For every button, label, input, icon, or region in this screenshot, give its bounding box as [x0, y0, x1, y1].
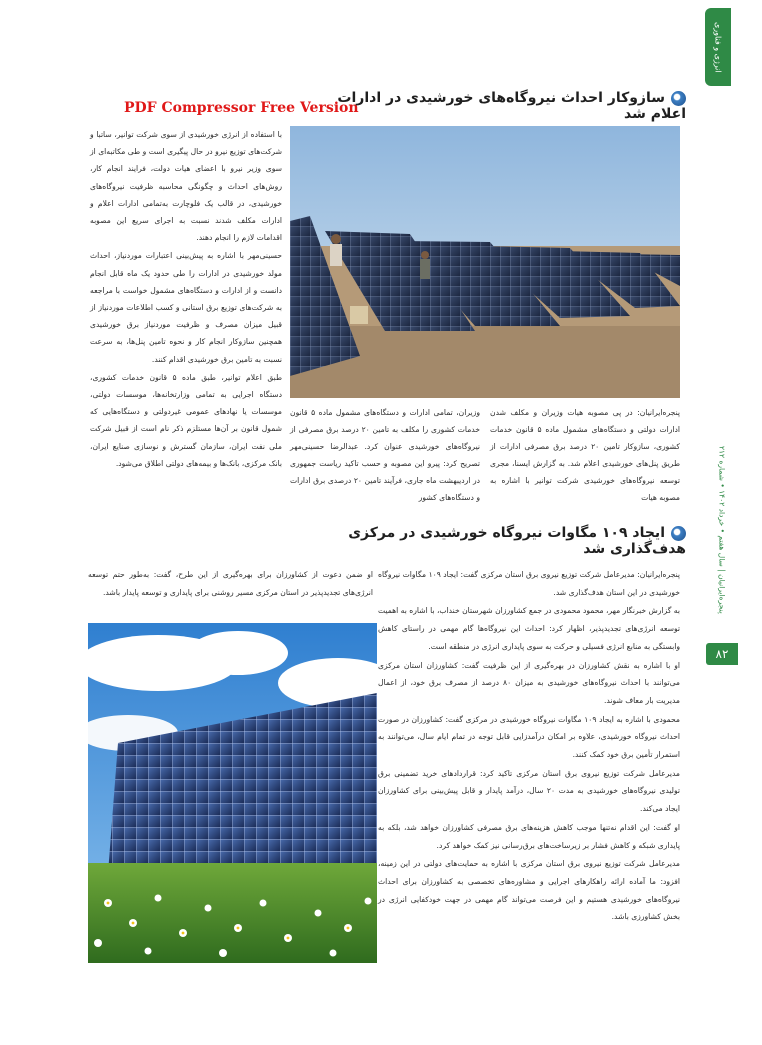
- article1-column-2: وزیران، تمامی ادارات و دستگاه‌های مشمول ماده ۵ قانون خدمات کشوری را مکلف به تامین ۲۰ درصد برق مصرفی از نیروگاه‌های خورشیدی عنوان کرد. عبدالرضا حسینی‌مهر تصریح کرد: پیرو این مصوبه و حسب تاکید ریاست جمهوری در اردیبهشت ماه جاری، فرآیند تامین ۲۰ درصدی برق ادارات و دستگاه‌های کشور: [290, 408, 480, 502]
- article1-column-1: پنجره‌ایرانیان: در پی مصوبه هیات وزیران و مکلف شدن ادارات دولتی و دستگاه‌های مشمول ماده ۵ قانون خدمات کشوری، سازوکار تامین ۲۰ درصد برق مصرفی ادارات از طریق پنل‌های خورشیدی اعلام شد. به گزارش ایسنا، مجری توسعه نیروگاه‌های خورشیدی شرکت توانیر با اشاره به مصوبه هیات: [490, 408, 680, 502]
- paragraph: مدیرعامل شرکت توزیع نیروی برق استان مرکزی با اشاره به حمایت‌های دولتی در این زمینه، افزود: ما آماده ارائه راهکارهای اجرایی و مشاوره‌های تخصصی به کشاورزان برای احداث نیروگاه‌های خورشیدی هستیم و این فرصت می‌تواند گام مهمی در جهت خودکفایی انرژی در بخش کشاورزی باشد.: [378, 859, 680, 922]
- headline-bullet-icon: [671, 91, 686, 106]
- article1-headline: [300, 90, 686, 122]
- article2-headline: [280, 525, 686, 557]
- paragraph: او گفت: این اقدام نه‌تنها موجب کاهش هزینه‌های برق مصرفی کشاورزان خواهد شد، بلکه به پایداری شبکه و کاهش فشار بر زیرساخت‌های برق‌رسانی نیز کمک خواهد کرد.: [378, 822, 680, 850]
- headline-bullet-icon: [671, 526, 686, 541]
- paragraph: با استفاده از انرژی خورشیدی از سوی شرکت توانیر، ساتبا و شرکت‌های توزیع نیرو در حال پیگیری است و طی مکاتبه‌ای از سوی وزیر نیرو با اعضای هیات دولت، فرایند انجام کار، روش‌های احداث و چگونگی محاسبه ظرفیت نیروگاه‌های خورشیدی، در قالب یک فلوچارت به‌تمامی ادارات اعلام و ادارات مکلف شدند نسبت به اجرای سریع این مصوبه اقدامات لازم را انجام دهند.: [90, 130, 282, 243]
- issue-info-text: پنجره‌ایرانیان | سال هفتم • خرداد ۱۴۰۲ • شماره ۲۱۲: [717, 446, 727, 614]
- watermark: PDF Compressor Free Version: [124, 100, 359, 116]
- section-tab-label: انرژی و فناوری: [713, 21, 723, 73]
- article1-top-column: [90, 126, 282, 473]
- paragraph: محمودی با اشاره به ایجاد ۱۰۹ مگاوات نیروگاه خورشیدی در مرکزی گفت: کشاورزان در صورت احداث نیروگاه خورشیدی، علاوه بر امکان درآمدزایی قابل توجه در تمام ایام سال، می‌توانند به استمرار تأمین برق خود کمک کنند.: [378, 714, 681, 760]
- article2-right-column: [378, 566, 680, 927]
- article2-title: ایجاد ۱۰۹ مگاوات نیروگاه خورشیدی در مرکزی هدف‌گذاری شد: [348, 525, 686, 557]
- page-number: ۸۲: [706, 643, 738, 665]
- article1-title: سازوکار احداث نیروگاه‌های خورشیدی در ادارات اعلام شد: [337, 90, 686, 122]
- paragraph: مدیرعامل شرکت توزیع نیروی برق استان مرکزی تاکید کرد: قراردادهای خرید تضمینی برق تولیدی نیروگاه‌های خورشیدی به مدت ۲۰ سال، درآمد پایدار و قابل پیش‌بینی برای کشاورزان ایجاد می‌کند.: [378, 768, 681, 814]
- article2-left-column: او ضمن دعوت از کشاورزان برای بهره‌گیری از این طرح، گفت: به‌طور حتم توسعه انرژی‌های تجدیدپذیر در استان مرکزی مسیر روشنی برای پایداری و توسعه پایدار باشد.: [88, 570, 373, 597]
- paragraph: طبق اعلام توانیر، طبق ماده ۵ قانون خدمات کشوری، دستگاه اجرایی به تمامی وزارتخانه‌ها، موسسات دولتی، موسسات یا نهادهای عمومی غیردولتی و دستگاه‌هایی که شمول قانون بر آن‌ها مستلزم ذکر نام است از قبیل شرکت ملی نفت ایران، سازمان گسترش و نوسازی صنایع ایران، بانک مرکزی، بانک‌ها و بیمه‌های دولتی اطلاق می‌شود.: [90, 372, 282, 468]
- paragraph: او با اشاره به نقش کشاورزان در بهره‌گیری از این ظرفیت گفت: کشاورزان استان مرکزی می‌توانند با احداث نیروگاه‌های خورشیدی به میزان ۸۰ درصد از مصرف برق خود، از اعمال مدیریت بار معاف شوند.: [378, 660, 681, 705]
- solar-field-photo: [88, 623, 377, 963]
- section-tab: [705, 8, 731, 86]
- solar-farm-illustration: [290, 126, 680, 398]
- paragraph: پنجره‌ایرانیان: مدیرعامل شرکت توزیع نیروی برق استان مرکزی گفت: ایجاد ۱۰۹ مگاوات نیروگاه خورشیدی در این استان هدف‌گذاری شد.: [378, 570, 681, 597]
- paragraph: حسینی‌مهر با اشاره به پیش‌بینی اعتبارات موردنیاز، احداث مولد خورشیدی در ادارات را طی حدود یک ماه قابل انجام دانست و از ادارات و دستگاه‌های مشمول خواست با مراجعه به شرکت‌های توزیع برق استانی و کسب اطلاعات موردنیاز از قبیل میزان مصرف و ظرفیت موردنیاز برق خورشیدی همچنین سازوکار انجام کار و نحوه تامین پنل‌ها، به سرعت نسبت به تامین برق خورشیدی اقدام کنند.: [90, 251, 282, 364]
- paragraph: به گزارش خبرنگار مهر، محمود محمودی در جمع کشاورزان شهرستان خنداب، با اشاره به اهمیت توسعه انرژی‌های تجدیدپذیر، اظهار کرد: احداث این نیروگاه‌ها گام مهمی در راستای کاهش وابستگی به منابع انرژی فسیلی و حرکت به سوی پایداری انرژی در منطقه است.: [378, 606, 680, 651]
- solar-workers-photo: [290, 126, 680, 398]
- issue-info: [711, 420, 733, 640]
- solar-field-illustration: [88, 623, 377, 963]
